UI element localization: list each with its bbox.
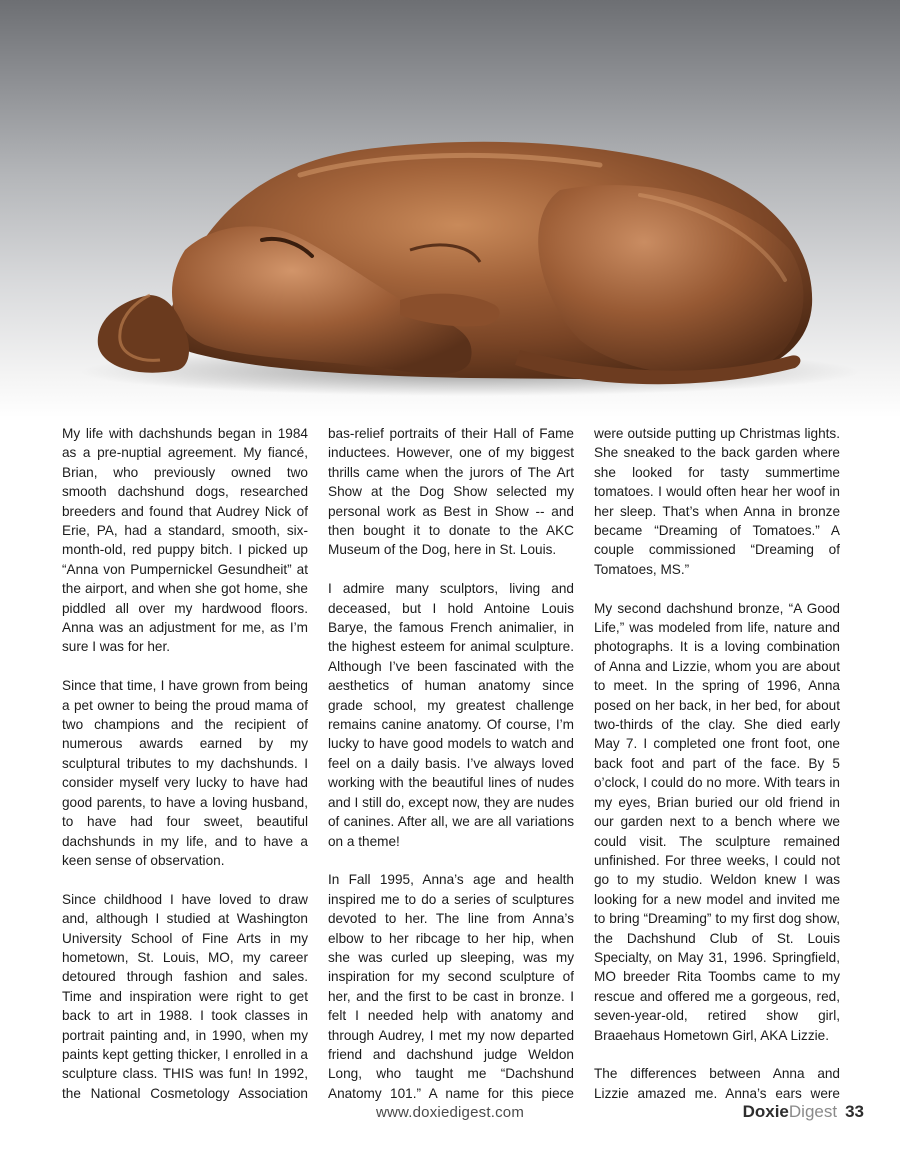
paragraph: In Fall 1995, Anna’s age and health inspired me to do a series of sculptures devoted to her. The line from Anna’s elbow to her ribcage to her hip, when she was curled up sleeping, was my inspiration for my second sculpture of her, and the first to be cast in bronze. I felt I needed help with anatomy and through Audrey, I met my now departed friend and dachshund judge Weldon Long, who taught me “Dachshund Anatomy 101.” A name for this piece (328, 872, 574, 1101)
article-body (62, 424, 840, 1104)
paragraph: My second dachshund bronze, “A Good Life,” was modeled from life, nature and photographs. It is a loving combination of Anna and Lizzie, whom you are about to meet. In the spring of 1996, Anna posed on her back, in her bed, for about two-thirds of the clay. She died early May 7. I completed one front foot, one back foot and part of the face. By 5 o’clock, I could do no more. With tears in my eyes, Brian buried our old friend in our garden next to a bench where we could visit. The sculpture remained unfinished. For three weeks, I could not go to my studio. Weldon knew I was looking for a new model and invited me to bring “Dreaming” to my first dog show, the Dachshund Club of St. Louis Specialty, on May 31, 1996. Springfield, MO breeder Rita Toombs came to my rescue and offered me a gorgeous, red, seven-year-old, retired show girl, Braaehaus Hometown Girl, AKA Lizzie. (594, 600, 840, 1043)
paragraph: bas-relief portraits of their Hall of Fame inductees. However, one of my biggest thrills came when the jurors of The Art Show at the Dog Show selected my personal work as Best in Show -- and then bought it to donate to the AKC Museum of the Dog, here in St. Louis. (328, 426, 574, 558)
paragraph: My life with dachshunds began in 1984 as a pre-nuptial agreement. My fiancé, Brian, who previously owned two smooth dachshund dogs, researched breeders and found that Audrey Nick of Erie, PA, had a standard, smooth, six-month-old, red puppy bitch. I picked up “Anna von Pumpernickel Gesundheit” at the airport, and when she got home, she piddled all over my hardwood floors. Anna was an adjustment for me, as I’m sure I was for her. (62, 426, 308, 655)
article-column-2 (328, 424, 574, 1104)
paragraph: The differences between Anna and Lizzie amazed me. Anna’s ears were (594, 1066, 840, 1101)
brand-name-light: Digest (788, 1102, 838, 1121)
page-number: 33 (845, 1102, 864, 1121)
brand-name-bold: Doxie (742, 1102, 789, 1121)
article-column-3 (594, 424, 840, 1104)
paragraph: Since childhood I have loved to draw and, although I studied at Washington University School of Fine Arts in my hometown, St. Louis, MO, my career detoured through fashion and sales. Time and inspiration were right to get back to art in 1988. I took classes in portrait painting and, in 1990, when my paints kept getting thicker, I enrolled in a sculpture class. THIS was fun! In 1992, the National Cosmetology Association (62, 891, 308, 1101)
article-column-1 (62, 424, 308, 1104)
paragraph: Since that time, I have grown from being a pet owner to being the proud mama of two champions and the recipient of numerous awards earned by my sculptural tributes to my dachshunds. I consider myself very lucky to have had good parents, to have a loving husband, to have had four sweet, beautiful dachshunds in my life, and to have a keen sense of observation. (62, 678, 308, 868)
footer-website-link[interactable]: www.doxiedigest.com (375, 1104, 525, 1121)
bronze-dachshund-sculpture-icon (0, 0, 900, 418)
sculpture-photo (0, 0, 900, 418)
paragraph: were outside putting up Christmas lights. She sneaked to the back garden where she looked for tasty summertime tomatoes. I would often hear her woof in her sleep. That’s when Anna in bronze became “Dreaming of Tomatoes.” A couple commissioned “Dreaming of Tomatoes, MS.” (594, 426, 840, 577)
paragraph: I admire many sculptors, living and deceased, but I hold Antoine Louis Barye, the famous French animalier, in the highest esteem for animal sculpture. Although I’ve been fascinated with the aesthetics of human anatomy since grade school, my greatest challenge remains canine anatomy. Of course, I’m lucky to have good models to watch and feel on a daily basis. I’ve always loved working with the beautiful lines of nudes and I still do, except now, they are nudes of canines. After all, we are all variations on a theme! (328, 581, 574, 849)
footer-brand (743, 1102, 864, 1122)
